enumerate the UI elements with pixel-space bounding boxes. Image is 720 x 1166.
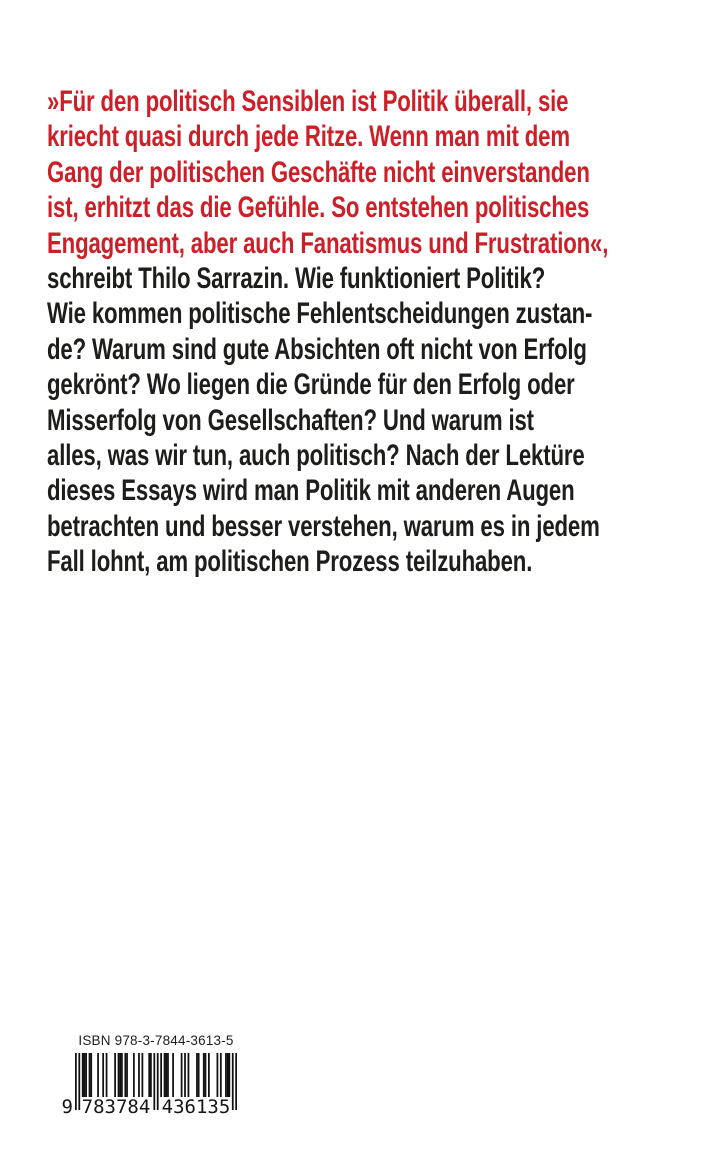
barcode-digit-first: 9 [61,1096,73,1118]
blurb-line: gekrönt? Wo liegen die Gründe für den Erfolg oder [47,368,575,402]
blurb-line: »Für den politisch Sensiblen ist Politik überall, sie [47,85,569,118]
ean13-barcode [62,1053,252,1125]
blurb-line: dieses Essays wird man Politik mit anderen Augen [47,474,575,508]
isbn-barcode-block [62,1033,252,1125]
blurb-line: schreibt Thilo Sarrazin. Wie funktioniert Politik? [47,262,546,296]
blurb-line: ist, erhitzt das die Gefühle. So entstehen politisches [47,191,590,225]
blurb-line: kriecht quasi durch jede Ritze. Wenn man mit dem [47,120,570,154]
blurb-line: betrachten und besser verstehen, warum es in jedem [47,509,600,543]
blurb-line: Gang der politischen Geschäfte nicht einverstanden [47,155,590,189]
isbn-label: ISBN 978-3-7844-3613-5 [78,1033,234,1048]
barcode-digits-right: 436135 [161,1096,231,1118]
blurb-line: de? Warum sind gute Absichten oft nicht von Erfolg [47,332,587,366]
blurb-text [47,84,720,580]
blurb-line: Misserfolg von Gesellschaften? Und warum ist [47,403,534,437]
barcode-digits-left: 783784 [81,1096,151,1118]
blurb-line: Engagement, aber auch Fanatismus und Frustration«, [47,226,609,260]
blurb-line: alles, was wir tun, auch politisch? Nach der Lektüre [47,439,585,473]
blurb-line: Wie kommen politische Fehlentscheidungen zustan- [47,297,593,331]
blurb-line: Fall lohnt, am politischen Prozess teilzuhaben. [47,545,533,579]
